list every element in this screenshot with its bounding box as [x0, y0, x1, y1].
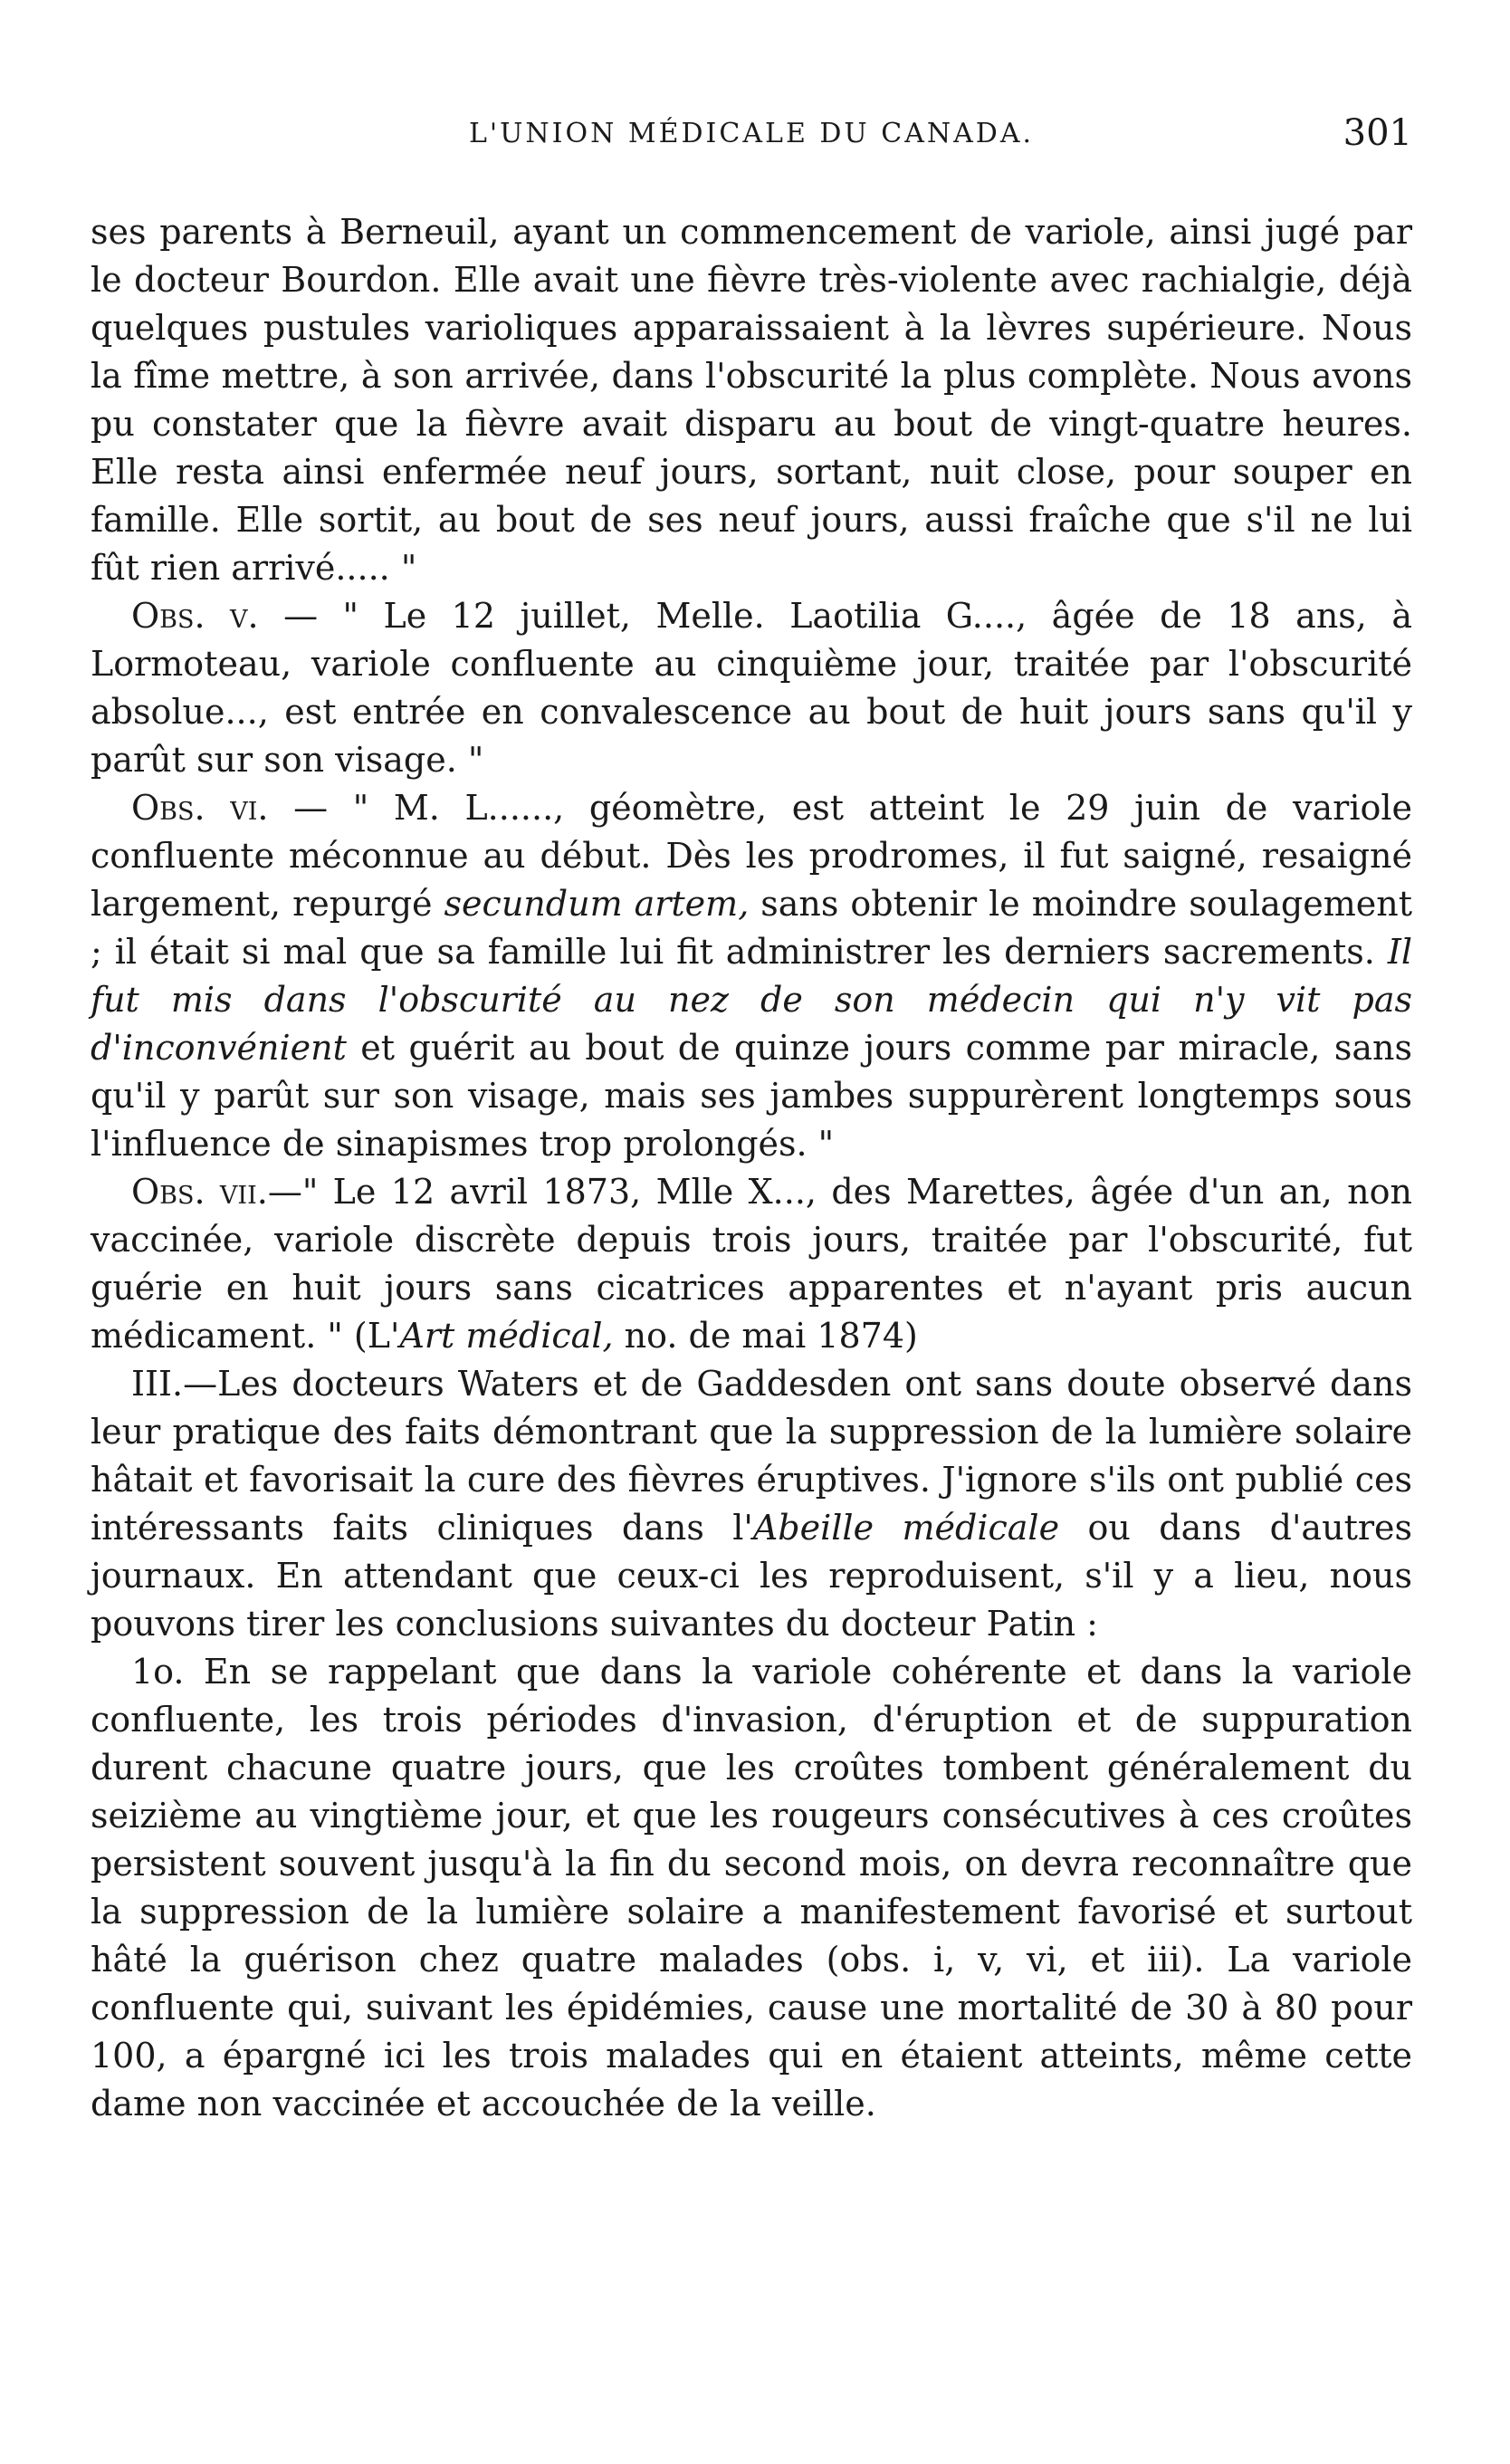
paragraph-obs-v: [91, 592, 1412, 784]
text-run: ses parents à Berneuil, ayant un commencement de variole, ainsi jugé par le docteur Bourdon. Elle avait une fièvre très-violente avec rachialgie, déjà quelques pustules varioliques apparaissaient à la lèvres supérieure. Nous la fîme mettre, à son arrivée, dans l'obscurité la plus complète. Nous avons pu constater que la fièvre avait disparu au bout de vingt-quatre heures. Elle resta ainsi enfermée neuf jours, sortant, nuit close, pour souper en famille. Elle sortit, au bout de ses neuf jours, aussi fraîche que s'il ne lui fût rien arrivé..... ": [91, 212, 1412, 588]
document-page: [91, 112, 1412, 2128]
text-run: no. de mai 1874): [613, 1316, 918, 1356]
text-run: III.—Les docteurs Waters et de Gaddesden ont sans doute observé dans leur pratique des faits démontrant que la suppression de la lumière solaire hâtait et favorisait la cure des fièvres éruptives. J'ignore s'ils ont publié ces intéressants faits cliniques dans l': [91, 1364, 1412, 1548]
paragraph-section-iii: [91, 1360, 1412, 1648]
journal-title: L'UNION MÉDICALE DU CANADA.: [468, 118, 1035, 149]
paragraph-continuation: [91, 208, 1412, 592]
observation-label: Obs. v.: [131, 596, 259, 636]
text-run: — " M. L......, géomètre, est atteint le 29 juin de variole confluente méconnue au début. Dès les prodromes, il fut saigné, resaigné largement, repurgé: [91, 788, 1412, 924]
paragraph-obs-vi: [91, 784, 1412, 1168]
page-number: 301: [1343, 112, 1412, 154]
running-head: [91, 112, 1412, 172]
italic-run: Art médical,: [399, 1316, 614, 1356]
paragraph-conclusion-1: [91, 1648, 1412, 2128]
paragraph-obs-vii: [91, 1168, 1412, 1360]
italic-run: secundum artem,: [444, 884, 750, 924]
text-run: — " Le 12 juillet, Melle. Laotilia G...., âgée de 18 ans, à Lormoteau, variole confluente au cinquième jour, traitée par l'obscurité absolue..., est entrée en convalescence au bout de huit jours sans qu'il y parût sur son visage. ": [91, 596, 1412, 780]
text-run: 1o. En se rappelant que dans la variole cohérente et dans la variole confluente, les trois périodes d'invasion, d'éruption et de suppuration durent chacune quatre jours, que les croûtes tombent généralement du seizième au vingtième jour, et que les rougeurs consécutives à ces croûtes persistent souvent jusqu'à la fin du second mois, on devra reconnaître que la suppression de la lumière solaire a manifestement favorisé et surtout hâté la guérison chez quatre malades (obs. i, v, vi, et iii). La variole confluente qui, suivant les épidémies, cause une mortalité de 30 à 80 pour 100, a épargné ici les trois malades qui en étaient atteints, même cette dame non vaccinée et accouchée de la veille.: [91, 1652, 1412, 2124]
observation-label: Obs. vi.: [131, 788, 269, 828]
italic-run: Abeille médicale: [752, 1508, 1060, 1548]
text-run: sans obtenir le moindre soulagement ; il était si mal que sa famille lui fit administrer les derniers sacrements.: [91, 884, 1412, 972]
observation-label: Obs. vii.: [131, 1172, 268, 1212]
text-run: et guérit au bout de quinze jours comme par miracle, sans qu'il y parût sur son visage, mais ses jambes suppurèrent longtemps sous l'influence de sinapismes trop prolongés. ": [91, 1028, 1412, 1164]
text-run: ou dans d'autres journaux. En attendant que ceux-ci les reproduisent, s'il y a lieu, nous pouvons tirer les conclusions suivantes du docteur Patin :: [91, 1508, 1412, 1644]
text-run: —" Le 12 avril 1873, Mlle X..., des Marettes, âgée d'un an, non vaccinée, variole discrète depuis trois jours, traitée par l'obscurité, fut guérie en huit jours sans cicatrices apparentes et n'ayant pris aucun médicament. " (L': [91, 1172, 1412, 1356]
body-text: [91, 208, 1412, 2128]
italic-run: Il fut mis dans l'obscurité au nez de son médecin qui n'y vit pas d'inconvénient: [91, 932, 1412, 1068]
